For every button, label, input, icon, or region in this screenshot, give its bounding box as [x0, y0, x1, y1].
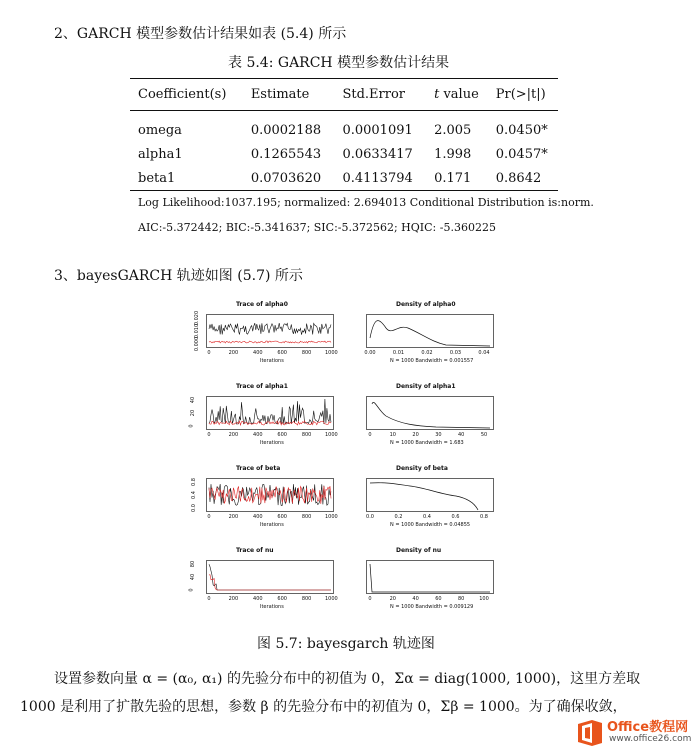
- office-logo-icon: [575, 718, 605, 748]
- trace-x-tick: 0: [207, 350, 211, 356]
- density-x-tick: 0.0: [366, 514, 374, 520]
- watermark-title: Office教程网: [607, 720, 689, 735]
- trace-chain-black: [209, 564, 331, 590]
- trace-x-tick: 0: [207, 514, 211, 520]
- density-x-tick: 20: [389, 596, 396, 602]
- density-x-tick: 0.4: [423, 514, 431, 520]
- table-cell: 0.4113794: [342, 170, 413, 186]
- trace-x-tick: 600: [277, 350, 287, 356]
- density-curve: [372, 402, 490, 428]
- trace-plot-area: [206, 314, 334, 348]
- table-cell: 0.0703620: [250, 170, 322, 186]
- trace-chain-black: [209, 399, 331, 424]
- trace-y-tick: 20: [190, 409, 197, 417]
- density-x-tick: 0.01: [392, 350, 405, 356]
- office26-watermark: [575, 716, 692, 750]
- trace-title: Trace of nu: [236, 547, 274, 554]
- trace-title: Trace of beta: [236, 465, 281, 472]
- table-row: [130, 166, 558, 191]
- bayesgarch-trace-figure: [170, 296, 510, 626]
- trace-chain-red: [209, 341, 331, 343]
- trace-x-tick: 800: [301, 596, 312, 602]
- table-cell: omega: [138, 122, 182, 138]
- density-x-tick: 100: [479, 596, 489, 602]
- density-plot-area: [366, 478, 494, 512]
- density-curve: [370, 483, 478, 510]
- density-title: Density of beta: [396, 465, 448, 472]
- trace-y-tick: 40: [190, 573, 197, 581]
- trace-plot-area: [206, 478, 334, 512]
- trace-chain-black: [209, 484, 331, 506]
- trace-y-tick: 40: [190, 396, 197, 404]
- trace-x-tick: 1000: [325, 432, 338, 438]
- trace-plot-area: [206, 560, 334, 594]
- table-cell: 0.0633417: [342, 146, 413, 162]
- table-caption: 表 5.4: GARCH 模型参数估计结果: [228, 55, 450, 71]
- trace-x-tick: 200: [228, 350, 239, 356]
- density-title: Density of alpha0: [396, 301, 456, 308]
- trace-x-tick: 600: [277, 432, 287, 438]
- log-likelihood-note: Log Likelihood:1037.195; normalized: 2.694013 Conditional Distribution is:norm.: [138, 196, 594, 209]
- density-x-tick: 0: [368, 596, 372, 602]
- density-curve: [370, 321, 490, 346]
- col-header-coefficient: Coefficient(s): [130, 79, 243, 111]
- trace-chain-black: [209, 323, 331, 335]
- body-paragraph-line-1: 设置参数向量 α = (α₀, α₁) 的先验分布中的初值为 0，Σα = diag(1000, 1000)，这里方差取: [54, 671, 641, 687]
- density-plot-area: [366, 560, 494, 594]
- col-header-std-error: Std.Error: [334, 79, 426, 111]
- density-x-tick: 0.00: [364, 350, 376, 356]
- density-x-tick: 40: [412, 596, 419, 602]
- trace-x-tick: 1000: [325, 514, 338, 520]
- trace-x-tick: 800: [301, 350, 312, 356]
- trace-x-label: Iterations: [260, 522, 284, 528]
- col-header-p-value: Pr(>|t|): [488, 79, 558, 111]
- trace-title: Trace of alpha1: [236, 383, 288, 390]
- density-x-tick: 60: [435, 596, 442, 602]
- garch-coefficient-table: [130, 78, 558, 191]
- density-x-tick: 10: [389, 432, 396, 438]
- trace-x-tick: 1000: [325, 350, 338, 356]
- trace-x-tick: 0: [207, 596, 211, 602]
- section-3-heading: 3、bayesGARCH 轨迹如图 (5.7) 所示: [54, 268, 303, 284]
- trace-y-tick: 0.8: [190, 478, 197, 486]
- trace-x-tick: 200: [228, 514, 239, 520]
- trace-x-tick: 1000: [325, 596, 338, 602]
- density-x-tick: 0.8: [480, 514, 488, 520]
- table-cell: 0.0457*: [495, 146, 548, 162]
- table-row: [130, 111, 558, 143]
- trace-x-tick: 600: [277, 514, 287, 520]
- trace-x-tick: 400: [253, 432, 263, 438]
- trace-x-tick: 200: [228, 596, 239, 602]
- trace-y-tick: 0.4: [190, 491, 197, 499]
- density-x-tick: 0.03: [449, 350, 462, 356]
- table-cell: 0.0001091: [342, 122, 413, 138]
- density-subtitle: N = 1000 Bandwidth = 0.009129: [390, 604, 474, 610]
- density-x-tick: 50: [480, 432, 488, 438]
- table-cell: 0.1265543: [250, 146, 322, 162]
- density-x-tick: 40: [458, 432, 465, 438]
- section-2-heading: 2、GARCH 模型参数估计结果如表 (5.4) 所示: [54, 26, 347, 42]
- density-plot-area: [366, 396, 494, 430]
- trace-y-tick: 0.000: [194, 336, 201, 352]
- trace-x-tick: 400: [253, 350, 263, 356]
- density-x-tick: 0.02: [421, 350, 433, 356]
- trace-y-tick: 0.010: [194, 323, 201, 339]
- information-criteria-note: AIC:-5.372442; BIC:-5.341637; SIC:-5.372562; HQIC: -5.360225: [138, 221, 496, 234]
- trace-x-label: Iterations: [260, 604, 284, 610]
- density-x-tick: 30: [435, 432, 442, 438]
- trace-x-tick: 0: [207, 432, 211, 438]
- table-cell: alpha1: [138, 146, 183, 162]
- col-header-t-value: [426, 79, 488, 111]
- trace-y-tick: 0.0: [190, 504, 197, 512]
- watermark-url: www.office26.com: [609, 734, 692, 744]
- trace-y-tick: 0: [188, 424, 195, 428]
- trace-x-label: Iterations: [260, 358, 284, 364]
- trace-x-tick: 400: [253, 596, 263, 602]
- density-x-tick: 20: [412, 432, 419, 438]
- trace-x-label: Iterations: [260, 440, 284, 446]
- trace-title: Trace of alpha0: [236, 301, 288, 308]
- table-cell: 1.998: [434, 146, 472, 162]
- density-x-tick: 0: [368, 432, 372, 438]
- table-cell: 0.8642: [495, 170, 542, 186]
- density-plot-area: [366, 314, 494, 348]
- density-x-tick: 0.6: [451, 514, 460, 520]
- value-word: value: [439, 87, 479, 102]
- table-cell: 0.0002188: [250, 122, 322, 138]
- t-symbol: t: [434, 87, 440, 102]
- trace-y-tick: 80: [190, 560, 197, 568]
- table-cell: 0.0450*: [495, 122, 548, 138]
- table-row: [130, 142, 558, 166]
- trace-x-tick: 400: [253, 514, 263, 520]
- figure-caption: 图 5.7: bayesgarch 轨迹图: [257, 636, 435, 652]
- trace-x-tick: 600: [277, 596, 287, 602]
- density-title: Density of alpha1: [396, 383, 456, 390]
- density-x-tick: 0.2: [394, 514, 403, 520]
- trace-y-tick: 0.020: [194, 310, 201, 326]
- table-cell: beta1: [138, 170, 176, 186]
- density-title: Density of nu: [396, 547, 442, 554]
- trace-x-tick: 800: [301, 514, 312, 520]
- table-header-row: [130, 79, 558, 111]
- col-header-estimate: Estimate: [243, 79, 335, 111]
- body-paragraph-line-2: 1000 是利用了扩散先验的思想，参数 β 的先验分布中的初值为 0，Σβ = 1000。为了确保收敛，: [20, 699, 627, 715]
- trace-chain-red: [209, 575, 331, 590]
- table-cell: 0.171: [434, 170, 472, 186]
- density-x-tick: 0.04: [478, 350, 490, 356]
- table-cell: 2.005: [434, 122, 472, 138]
- density-curve: [370, 564, 490, 592]
- trace-x-tick: 800: [301, 432, 312, 438]
- trace-y-tick: 0: [188, 588, 195, 592]
- trace-x-tick: 200: [228, 432, 239, 438]
- density-subtitle: N = 1000 Bandwidth = 1.683: [390, 440, 464, 446]
- trace-chain-red: [209, 421, 331, 425]
- trace-plot-area: [206, 396, 334, 430]
- density-subtitle: N = 1000 Bandwidth = 0.001557: [390, 358, 474, 364]
- density-x-tick: 80: [458, 596, 465, 602]
- density-subtitle: N = 1000 Bandwidth = 0.04855: [390, 522, 471, 528]
